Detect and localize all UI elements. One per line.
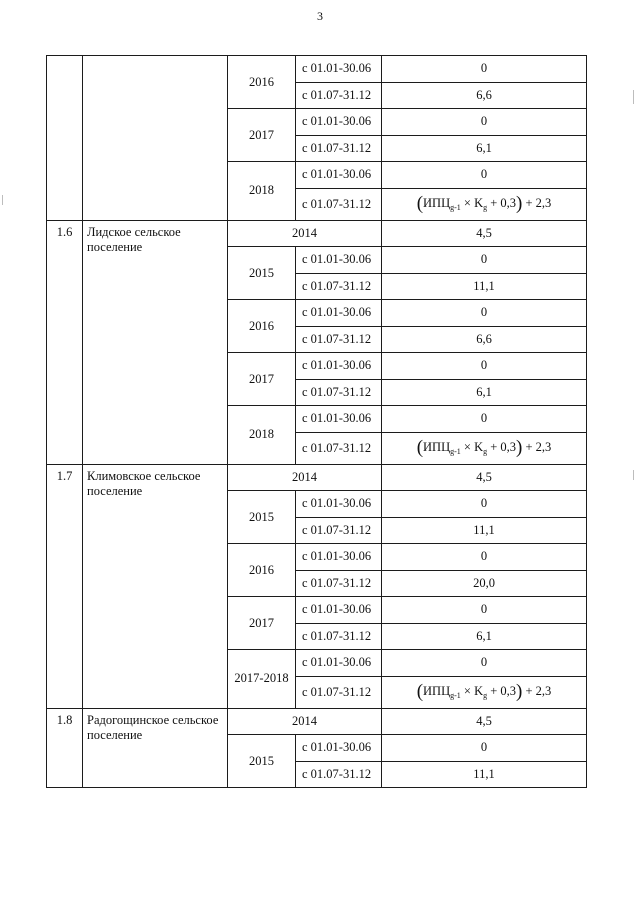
cell-year-2014: 2014 [228, 220, 382, 247]
cell-value: 4,5 [382, 464, 587, 491]
cell-value: 0 [382, 406, 587, 433]
cell-year: 2017 [228, 109, 296, 162]
cell-year-2014: 2014 [228, 708, 382, 735]
cell-formula [382, 188, 587, 220]
cell-period: с 01.07-31.12 [296, 761, 382, 788]
table-row [47, 464, 587, 491]
cell-value: 6,1 [382, 623, 587, 650]
page-number: 3 [317, 9, 323, 23]
cell-value: 6,6 [382, 82, 587, 109]
formula: $(ИПЦ_{g-1} \times K_g + 0,3) + 2,3$ [416, 436, 552, 458]
cell-value: 0 [382, 300, 587, 327]
cell-period: с 01.01-30.06 [296, 406, 382, 433]
cell-value: 0 [382, 353, 587, 380]
cell-value: 4,5 [382, 708, 587, 735]
cell-value: 0 [382, 491, 587, 518]
cell-value: 20,0 [382, 570, 587, 597]
cell-value: 11,1 [382, 761, 587, 788]
table-row [47, 220, 587, 247]
cell-year: 2018 [228, 162, 296, 221]
cell-year: 2016 [228, 300, 296, 353]
cell-period: с 01.01-30.06 [296, 544, 382, 571]
cell-year: 2017-2018 [228, 650, 296, 709]
cell-period: с 01.07-31.12 [296, 623, 382, 650]
cell-year: 2015 [228, 491, 296, 544]
cell-value: 11,1 [382, 273, 587, 300]
cell-period: с 01.07-31.12 [296, 273, 382, 300]
cell-period: с 01.07-31.12 [296, 517, 382, 544]
cell-year-2014: 2014 [228, 464, 382, 491]
cell-number-empty [47, 56, 83, 221]
formula: $(ИПЦ_{g-1} \times K_g + 0,3) + 2,3$ [416, 680, 552, 702]
cell-period: с 01.01-30.06 [296, 300, 382, 327]
settlement-name: Радогощинское сельское поселение [83, 708, 228, 788]
cell-period: с 01.01-30.06 [296, 162, 382, 189]
table-row [47, 56, 587, 83]
cell-value: 6,1 [382, 379, 587, 406]
cell-period: с 01.01-30.06 [296, 491, 382, 518]
formula: $(ИПЦ_{g-1} \times K_g + 0,3) + 2,3$ [416, 192, 552, 214]
cell-year: 2016 [228, 56, 296, 109]
cell-period: с 01.07-31.12 [296, 135, 382, 162]
cell-value: 0 [382, 597, 587, 624]
cell-formula [382, 676, 587, 708]
scan-artifact [633, 90, 634, 104]
cell-value: 11,1 [382, 517, 587, 544]
cell-year: 2017 [228, 353, 296, 406]
cell-period: с 01.01-30.06 [296, 353, 382, 380]
cell-period: с 01.07-31.12 [296, 82, 382, 109]
section-number: 1.6 [47, 220, 83, 464]
cell-period: с 01.01-30.06 [296, 650, 382, 677]
cell-name-empty [83, 56, 228, 221]
cell-value: 0 [382, 162, 587, 189]
cell-period: с 01.01-30.06 [296, 247, 382, 274]
cell-value: 4,5 [382, 220, 587, 247]
cell-value: 0 [382, 544, 587, 571]
cell-value: 0 [382, 735, 587, 762]
cell-period: с 01.01-30.06 [296, 109, 382, 136]
cell-value: 6,6 [382, 326, 587, 353]
cell-year: 2018 [228, 406, 296, 465]
cell-period: с 01.01-30.06 [296, 597, 382, 624]
cell-year: 2017 [228, 597, 296, 650]
cell-period: с 01.07-31.12 [296, 676, 382, 708]
settlement-name: Климовское сельское поселение [83, 464, 228, 708]
cell-year: 2016 [228, 544, 296, 597]
cell-period: с 01.07-31.12 [296, 432, 382, 464]
cell-year: 2015 [228, 735, 296, 788]
cell-period: с 01.07-31.12 [296, 326, 382, 353]
cell-period: с 01.07-31.12 [296, 570, 382, 597]
cell-year: 2015 [228, 247, 296, 300]
cell-value: 0 [382, 650, 587, 677]
table-row [47, 708, 587, 735]
scan-artifact [633, 470, 634, 480]
cell-formula [382, 432, 587, 464]
cell-period: с 01.01-30.06 [296, 735, 382, 762]
cell-value: 0 [382, 109, 587, 136]
cell-value: 0 [382, 56, 587, 83]
cell-value: 6,1 [382, 135, 587, 162]
tariff-index-table [46, 55, 587, 788]
section-number: 1.8 [47, 708, 83, 788]
settlement-name: Лидское сельское поселение [83, 220, 228, 464]
scan-artifact [2, 195, 3, 205]
cell-value: 0 [382, 247, 587, 274]
section-number: 1.7 [47, 464, 83, 708]
cell-period: с 01.07-31.12 [296, 379, 382, 406]
cell-period: с 01.07-31.12 [296, 188, 382, 220]
cell-period: с 01.01-30.06 [296, 56, 382, 83]
